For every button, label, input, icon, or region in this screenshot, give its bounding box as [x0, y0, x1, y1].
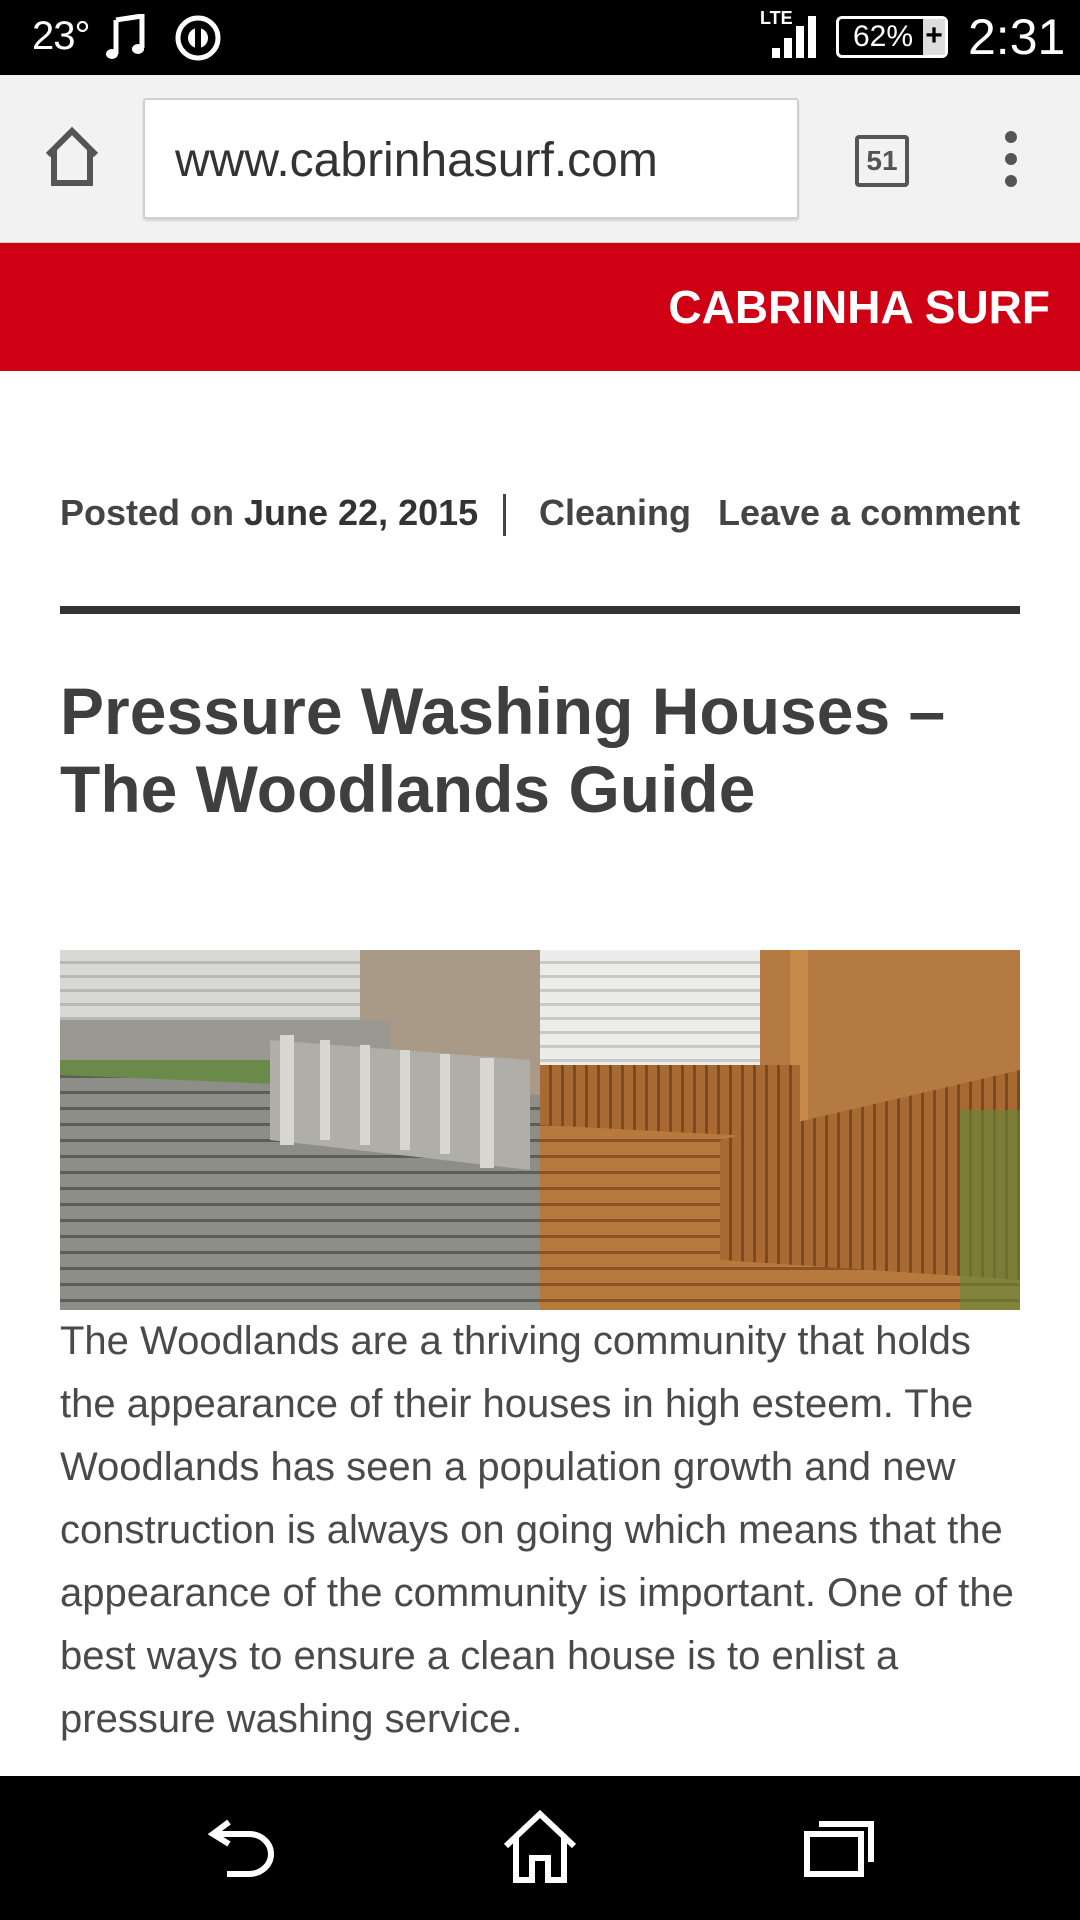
- leave-comment-link[interactable]: Leave a comment: [718, 492, 1021, 533]
- music-note-icon: [106, 14, 146, 60]
- temperature: 23°: [32, 14, 90, 58]
- browser-toolbar: [0, 75, 1080, 243]
- clock: 2:31: [968, 9, 1066, 65]
- tab-switcher-button[interactable]: 51: [855, 135, 909, 187]
- charging-indicator: +: [923, 19, 945, 55]
- post-date-link[interactable]: June 22, 2015: [244, 492, 479, 533]
- navigation-bar: [0, 1776, 1080, 1920]
- post-meta: [60, 492, 1020, 542]
- meta-divider: [503, 494, 506, 536]
- post-image: [60, 950, 1020, 1310]
- post-title: Pressure Washing Houses – The Woodlands Guide: [60, 674, 946, 826]
- battery-icon: [836, 16, 948, 58]
- posted-on-label: Posted on: [60, 492, 235, 533]
- status-bar: [0, 0, 1080, 75]
- divider: [60, 606, 1020, 614]
- overflow-menu-icon[interactable]: [996, 131, 1026, 191]
- post-body: The Woodlands are a thriving community that holds the appearance of their houses in high esteem. The Woodlands has seen a population growth and new construction is always on going which means that the appearance of the community is important. One of the best ways to ensure a clean house is to enlist a pressure washing service.: [60, 1319, 1014, 1741]
- back-icon[interactable]: [205, 1814, 277, 1878]
- circle-notification-icon: [174, 14, 222, 62]
- recent-apps-icon[interactable]: [803, 1818, 875, 1878]
- home-icon[interactable]: [500, 1808, 580, 1884]
- url-text[interactable]: www.cabrinhasurf.com: [175, 134, 658, 187]
- deck-before-after-illustration: [60, 950, 1020, 1310]
- battery-level: 62%: [852, 20, 914, 53]
- category-link[interactable]: Cleaning: [539, 492, 692, 533]
- site-title[interactable]: CABRINHA SURF: [668, 281, 1050, 333]
- home-icon[interactable]: [42, 125, 102, 189]
- network-type: LTE: [760, 8, 793, 28]
- site-header: [0, 243, 1080, 371]
- signal-icon: [770, 14, 818, 58]
- address-bar[interactable]: [143, 98, 799, 219]
